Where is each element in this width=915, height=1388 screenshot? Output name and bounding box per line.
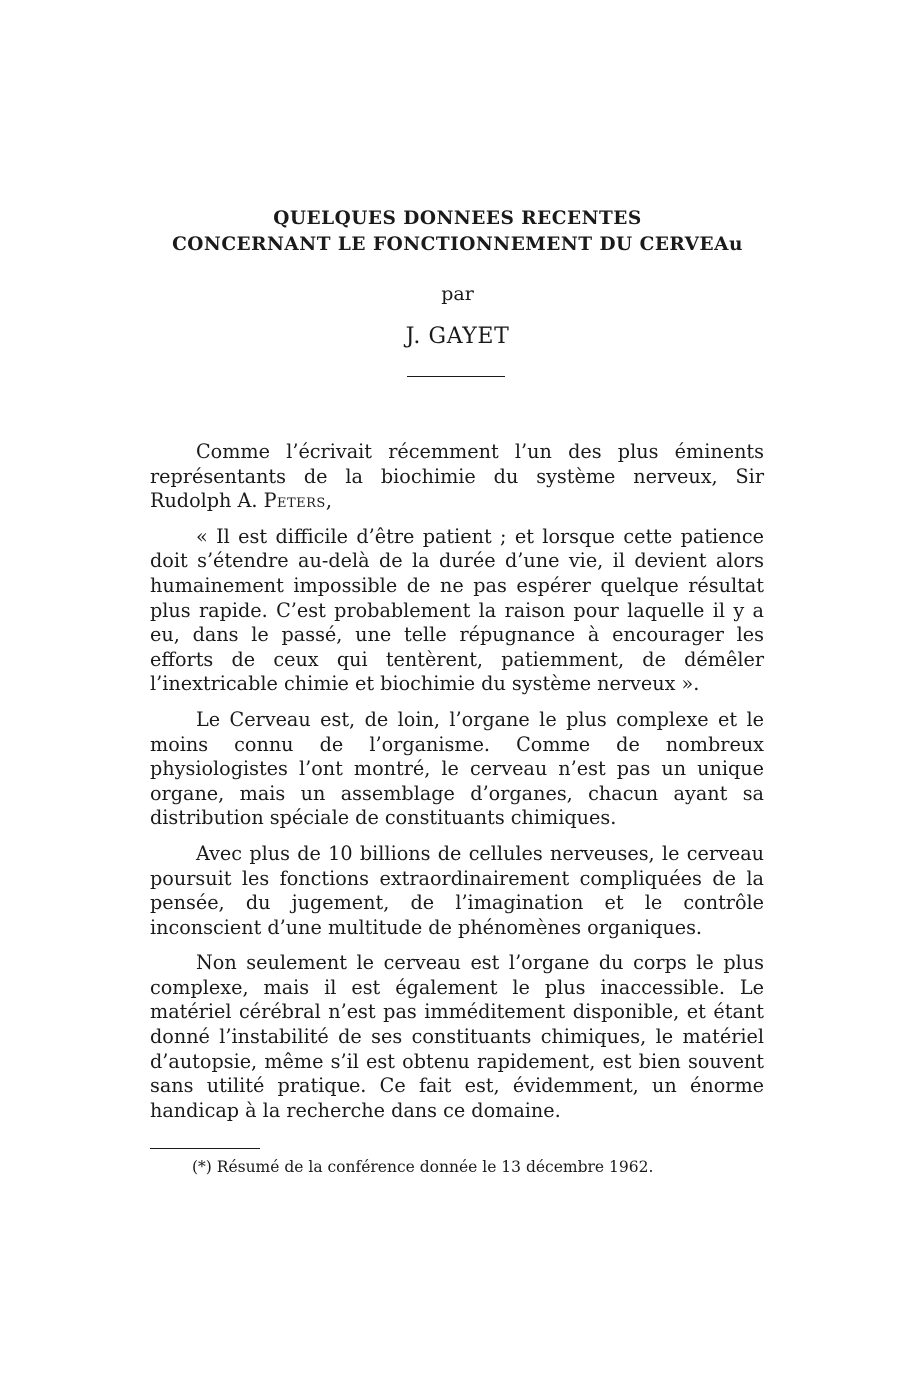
footnote: (*) Résumé de la conférence donnée le 13 décembre 1962. <box>192 1158 654 1176</box>
paragraph-5: Non seulement le cerveau est l’organe du corps le plus complexe, mais il est également le plus inaccessible. Le matériel cérébral n’est pas imméditement disponible, et étant donné l’instabilité de ses constituants chimiques, le matériel d’autopsie, même s’il est obtenu rapidement, est bien souvent sans utilité pratique. Ce fait est, évidemment, un énorme handicap à la recherche dans ce domaine. <box>150 951 764 1122</box>
paragraph-1-text: Comme l’écrivait récemment l’un des plus éminents représentants de la biochimie du système nerveux, Sir Rudolph A. <box>150 440 764 513</box>
title-line-1: QUELQUES DONNEES RECENTES <box>273 208 642 229</box>
title-line-2: CONCERNANT LE FONCTIONNEMENT DU CERVEAu <box>172 234 743 255</box>
paragraph-1-end: , <box>325 489 332 513</box>
byline-par: par <box>441 283 474 305</box>
author-name: J. GAYET <box>405 324 510 349</box>
title-divider <box>407 376 505 377</box>
paragraph-3: Le Cerveau est, de loin, l’organe le plus complexe et le moins connu de l’organisme. Comme de nombreux physiologistes l’ont montré, le cerveau n’est pas un unique organe, mais un assemblage d’organes, chacun ayant sa distribution spéciale de constituants chimiques. <box>150 707 764 830</box>
paragraph-1 <box>150 440 764 514</box>
article-title <box>150 206 765 258</box>
article-body <box>150 440 764 1134</box>
footnote-divider <box>150 1148 260 1149</box>
paragraph-quote: « Il est difficile d’être patient ; et lorsque cette patience doit s’étendre au-delà de la durée d’une vie, il devient alors humainement impossible de ne pas espérer quelque résultat plus rapide. C’est probablement la raison pour laquelle il y a eu, dans le passé, une telle répugnance à encourager les efforts de ceux qui tentèrent, patiemment, de démêler l’inextricable chimie et biochimie du système nerveux ». <box>150 524 764 696</box>
cited-author-name: Peters <box>263 489 326 513</box>
paragraph-4: Avec plus de 10 billions de cellules nerveuses, le cerveau poursuit les fonctions extraordinairement compliquées de la pensée, du jugement, de l’imagination et le contrôle inconscient d’une multitude de phénomènes organiques. <box>150 841 764 939</box>
